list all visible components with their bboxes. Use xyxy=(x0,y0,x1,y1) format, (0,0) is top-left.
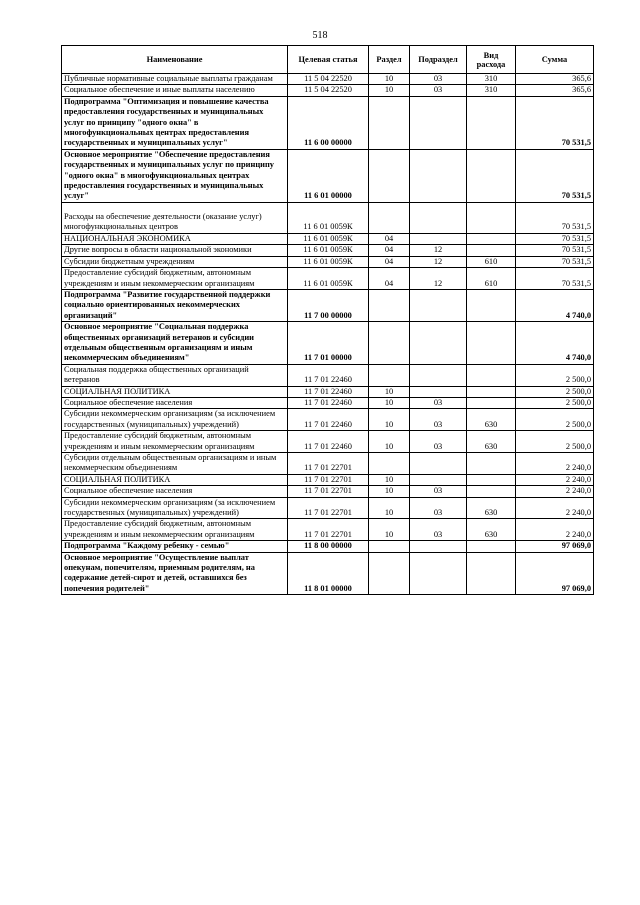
row-expense-type-cell: 610 xyxy=(467,256,516,267)
table-row xyxy=(62,409,594,431)
row-name-cell: НАЦИОНАЛЬНАЯ ЭКОНОМИКА xyxy=(62,233,288,244)
row-target-cell: 11 6 01 00000 xyxy=(288,149,369,202)
row-name-cell: Другие вопросы в области национальной экономики xyxy=(62,245,288,256)
row-amount-cell: 97 069,0 xyxy=(516,552,594,595)
row-name-cell: Расходы на обеспечение деятельности (оказание услуг) многофункциональных центров xyxy=(62,202,288,233)
row-target-cell: 11 7 01 22701 xyxy=(288,519,369,541)
row-subsection-cell: 03 xyxy=(410,409,467,431)
row-expense-type-cell: 630 xyxy=(467,497,516,519)
row-section-cell: 10 xyxy=(369,85,410,96)
row-section-cell: 10 xyxy=(369,409,410,431)
table-row xyxy=(62,256,594,267)
row-expense-type-cell xyxy=(467,96,516,149)
row-subsection-cell: 03 xyxy=(410,431,467,453)
table-row xyxy=(62,453,594,475)
row-name-cell: СОЦИАЛЬНАЯ ПОЛИТИКА xyxy=(62,474,288,485)
table-row xyxy=(62,268,594,290)
row-target-cell: 11 6 01 0059К xyxy=(288,256,369,267)
row-name-cell: Социальная поддержка общественных организаций ветеранов xyxy=(62,364,288,386)
row-subsection-cell xyxy=(410,289,467,321)
row-amount-cell: 2 500,0 xyxy=(516,364,594,386)
row-section-cell xyxy=(369,289,410,321)
row-subsection-cell: 03 xyxy=(410,519,467,541)
row-name-cell: Предоставление субсидий бюджетным, автономным учреждениям и иным некоммерческим организациям xyxy=(62,268,288,290)
table-row xyxy=(62,202,594,233)
row-subsection-cell xyxy=(410,541,467,552)
header-subsection: Подраздел xyxy=(410,46,467,74)
page-number: 518 xyxy=(312,30,328,41)
table-row xyxy=(62,386,594,397)
row-target-cell: 11 6 01 0059К xyxy=(288,233,369,244)
row-subsection-cell: 03 xyxy=(410,497,467,519)
row-amount-cell: 70 531,5 xyxy=(516,202,594,233)
row-subsection-cell: 12 xyxy=(410,245,467,256)
row-amount-cell: 2 500,0 xyxy=(516,397,594,408)
row-expense-type-cell xyxy=(467,233,516,244)
row-name-cell: Субсидии некоммерческим организациям (за исключением государственных (муниципальных) учреждений) xyxy=(62,409,288,431)
row-amount-cell: 2 240,0 xyxy=(516,497,594,519)
row-amount-cell: 2 240,0 xyxy=(516,486,594,497)
row-expense-type-cell xyxy=(467,364,516,386)
row-subsection-cell: 03 xyxy=(410,85,467,96)
row-expense-type-cell xyxy=(467,245,516,256)
header-name: Наименование xyxy=(62,46,288,74)
row-expense-type-cell xyxy=(467,289,516,321)
row-target-cell: 11 7 01 22460 xyxy=(288,386,369,397)
row-name-cell: СОЦИАЛЬНАЯ ПОЛИТИКА xyxy=(62,386,288,397)
row-amount-cell: 70 531,5 xyxy=(516,268,594,290)
row-amount-cell: 4 740,0 xyxy=(516,289,594,321)
row-expense-type-cell xyxy=(467,486,516,497)
row-subsection-cell xyxy=(410,322,467,365)
table-row xyxy=(62,322,594,365)
row-amount-cell: 2 240,0 xyxy=(516,474,594,485)
row-target-cell: 11 7 01 22701 xyxy=(288,497,369,519)
table-row xyxy=(62,397,594,408)
header-section: Раздел xyxy=(369,46,410,74)
header-expense-type: Вид расхода xyxy=(467,46,516,74)
row-expense-type-cell: 610 xyxy=(467,268,516,290)
row-target-cell: 11 7 01 22460 xyxy=(288,364,369,386)
row-subsection-cell xyxy=(410,552,467,595)
row-section-cell: 10 xyxy=(369,431,410,453)
row-name-cell: Основное мероприятие "Осуществление выплат опекунам, попечителям, приемным родителям, на содержание детей-сирот и детей, оставшихся без попечения родителей" xyxy=(62,552,288,595)
row-target-cell: 11 6 01 0059К xyxy=(288,245,369,256)
row-name-cell: Субсидии отдельным общественным организациям и иным некоммерческим объединениям xyxy=(62,453,288,475)
row-expense-type-cell xyxy=(467,552,516,595)
row-section-cell: 04 xyxy=(369,256,410,267)
row-subsection-cell: 12 xyxy=(410,256,467,267)
table-row xyxy=(62,289,594,321)
row-section-cell: 10 xyxy=(369,74,410,85)
row-amount-cell: 2 500,0 xyxy=(516,409,594,431)
row-section-cell: 10 xyxy=(369,486,410,497)
table-row xyxy=(62,96,594,149)
table-row xyxy=(62,364,594,386)
row-expense-type-cell xyxy=(467,397,516,408)
row-target-cell: 11 8 00 00000 xyxy=(288,541,369,552)
table-row xyxy=(62,541,594,552)
row-subsection-cell xyxy=(410,386,467,397)
table-row xyxy=(62,486,594,497)
row-subsection-cell xyxy=(410,96,467,149)
row-name-cell: Социальное обеспечение и иные выплаты населению xyxy=(62,85,288,96)
row-target-cell: 11 7 01 22460 xyxy=(288,409,369,431)
table-row xyxy=(62,74,594,85)
row-expense-type-cell xyxy=(467,202,516,233)
row-amount-cell: 365,6 xyxy=(516,85,594,96)
table-row xyxy=(62,149,594,202)
row-section-cell xyxy=(369,202,410,233)
row-expense-type-cell xyxy=(467,386,516,397)
row-subsection-cell xyxy=(410,364,467,386)
row-target-cell: 11 7 01 22701 xyxy=(288,486,369,497)
row-section-cell xyxy=(369,149,410,202)
row-target-cell: 11 7 01 22460 xyxy=(288,397,369,408)
row-section-cell: 04 xyxy=(369,245,410,256)
row-amount-cell: 2 500,0 xyxy=(516,431,594,453)
row-subsection-cell xyxy=(410,474,467,485)
row-expense-type-cell: 310 xyxy=(467,74,516,85)
row-subsection-cell xyxy=(410,453,467,475)
row-name-cell: Социальное обеспечение населения xyxy=(62,397,288,408)
row-subsection-cell: 12 xyxy=(410,268,467,290)
row-expense-type-cell xyxy=(467,541,516,552)
row-section-cell: 10 xyxy=(369,497,410,519)
row-section-cell xyxy=(369,541,410,552)
row-amount-cell: 365,6 xyxy=(516,74,594,85)
row-expense-type-cell: 630 xyxy=(467,409,516,431)
row-amount-cell: 70 531,5 xyxy=(516,233,594,244)
table-row xyxy=(62,85,594,96)
table-row xyxy=(62,431,594,453)
row-name-cell: Основное мероприятие "Социальная поддержка общественных организаций ветеранов и субсидии отдельным общественным организациям и иным некоммерческим объединениям" xyxy=(62,322,288,365)
row-expense-type-cell: 310 xyxy=(467,85,516,96)
row-subsection-cell: 03 xyxy=(410,74,467,85)
row-subsection-cell xyxy=(410,149,467,202)
row-name-cell: Подпрограмма "Каждому ребенку - семью" xyxy=(62,541,288,552)
row-name-cell: Субсидии бюджетным учреждениям xyxy=(62,256,288,267)
row-amount-cell: 70 531,5 xyxy=(516,256,594,267)
row-section-cell: 04 xyxy=(369,268,410,290)
row-target-cell: 11 6 00 00000 xyxy=(288,96,369,149)
row-subsection-cell: 03 xyxy=(410,397,467,408)
table-row xyxy=(62,552,594,595)
row-name-cell: Подпрограмма "Оптимизация и повышение качества предоставления государственных и муниципальных услуг по принципу "одного окна" в многофункциональных центрах предоставления государственных и муниципальных услуг" xyxy=(62,96,288,149)
row-target-cell: 11 8 01 00000 xyxy=(288,552,369,595)
row-amount-cell: 97 069,0 xyxy=(516,541,594,552)
row-section-cell: 10 xyxy=(369,386,410,397)
row-section-cell xyxy=(369,96,410,149)
table-row xyxy=(62,519,594,541)
row-subsection-cell xyxy=(410,233,467,244)
row-name-cell: Предоставление субсидий бюджетным, автономным учреждениям и иным некоммерческим организациям xyxy=(62,519,288,541)
row-target-cell: 11 7 01 22701 xyxy=(288,474,369,485)
row-section-cell: 10 xyxy=(369,397,410,408)
header-target-article: Целевая статья xyxy=(288,46,369,74)
header-amount: Сумма xyxy=(516,46,594,74)
row-amount-cell: 70 531,5 xyxy=(516,96,594,149)
row-name-cell: Подпрограмма "Развитие государственной поддержки социально ориентированных некоммерческих организаций" xyxy=(62,289,288,321)
row-name-cell: Субсидии некоммерческим организациям (за исключением государственных (муниципальных) учреждений) xyxy=(62,497,288,519)
row-section-cell: 10 xyxy=(369,474,410,485)
row-section-cell xyxy=(369,453,410,475)
row-target-cell: 11 6 01 0059К xyxy=(288,268,369,290)
row-expense-type-cell xyxy=(467,453,516,475)
row-expense-type-cell: 630 xyxy=(467,431,516,453)
row-name-cell: Основное мероприятие "Обеспечение предоставления государственных и муниципальных услуг по принципу "одного окна" в многофункциональных центрах предоставления государственных и муниципальных услуг" xyxy=(62,149,288,202)
row-target-cell: 11 7 00 00000 xyxy=(288,289,369,321)
row-target-cell: 11 5 04 22520 xyxy=(288,85,369,96)
table-row xyxy=(62,245,594,256)
row-section-cell: 10 xyxy=(369,519,410,541)
row-amount-cell: 2 500,0 xyxy=(516,386,594,397)
row-amount-cell: 70 531,5 xyxy=(516,149,594,202)
row-target-cell: 11 6 01 0059К xyxy=(288,202,369,233)
budget-table xyxy=(61,45,594,595)
row-expense-type-cell xyxy=(467,474,516,485)
row-expense-type-cell xyxy=(467,322,516,365)
row-section-cell: 04 xyxy=(369,233,410,244)
row-target-cell: 11 7 01 00000 xyxy=(288,322,369,365)
table-row xyxy=(62,474,594,485)
row-name-cell: Социальное обеспечение населения xyxy=(62,486,288,497)
row-subsection-cell xyxy=(410,202,467,233)
row-name-cell: Публичные нормативные социальные выплаты гражданам xyxy=(62,74,288,85)
row-amount-cell: 2 240,0 xyxy=(516,519,594,541)
table-row xyxy=(62,497,594,519)
row-amount-cell: 4 740,0 xyxy=(516,322,594,365)
row-expense-type-cell xyxy=(467,149,516,202)
row-expense-type-cell: 630 xyxy=(467,519,516,541)
row-section-cell xyxy=(369,322,410,365)
row-target-cell: 11 7 01 22460 xyxy=(288,431,369,453)
row-section-cell xyxy=(369,552,410,595)
table-row xyxy=(62,233,594,244)
row-amount-cell: 2 240,0 xyxy=(516,453,594,475)
row-amount-cell: 70 531,5 xyxy=(516,245,594,256)
row-target-cell: 11 5 04 22520 xyxy=(288,74,369,85)
row-target-cell: 11 7 01 22701 xyxy=(288,453,369,475)
row-section-cell xyxy=(369,364,410,386)
table-header-row xyxy=(62,46,594,74)
row-subsection-cell: 03 xyxy=(410,486,467,497)
row-name-cell: Предоставление субсидий бюджетным, автономным учреждениям и иным некоммерческим организациям xyxy=(62,431,288,453)
